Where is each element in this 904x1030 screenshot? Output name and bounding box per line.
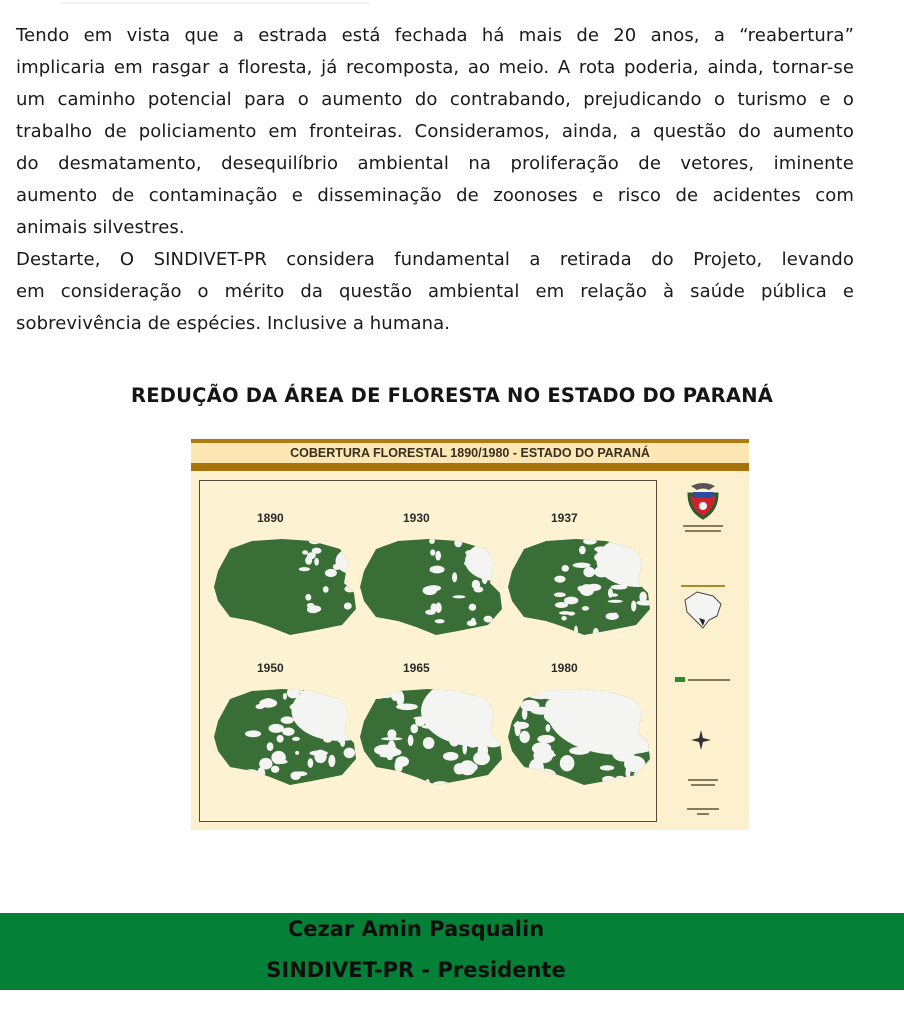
brazil-location-map-icon — [681, 585, 725, 628]
signer-role: SINDIVET-PR - Presidente — [266, 958, 566, 982]
compass-rose-icon — [691, 730, 711, 750]
paragraph-line: implicaria em rasgar a floresta, já recomposta, ao meio. A rota poderia, ainda, tornar-se — [16, 57, 854, 78]
url-note-mark — [687, 808, 719, 810]
signature-footer — [0, 913, 904, 990]
paragraph-line: Destarte, O SINDIVET-PR considera fundamental a retirada do Projeto, levando — [16, 249, 854, 270]
forest-map-1937 — [506, 531, 656, 643]
forest-map-1950 — [212, 681, 362, 793]
map-year-label: 1980 — [551, 661, 578, 675]
maps-panel — [199, 480, 657, 822]
map-year-label: 1937 — [551, 511, 578, 525]
state-outline — [214, 539, 356, 635]
paragraph-line: aumento de contaminação e disseminação de zoonoses e risco de acidentes com — [16, 185, 854, 206]
map-year-label: 1930 — [403, 511, 430, 525]
paragraph-line: sobrevivência de espécies. Inclusive a humana. — [16, 313, 451, 334]
source-note-mark — [691, 784, 715, 786]
figure-title: COBERTURA FLORESTAL 1890/1980 - ESTADO DO PARANÁ — [191, 443, 749, 463]
legend-swatch-icon — [675, 677, 730, 682]
url-note-mark — [697, 813, 709, 815]
paragraph-line: do desmatamento, desequilíbrio ambiental na proliferação de vetores, iminente — [16, 153, 854, 174]
map-year-label: 1950 — [257, 661, 284, 675]
parana-coat-of-arms-icon — [683, 483, 723, 532]
top-divider — [60, 2, 370, 4]
map-year-label: 1890 — [257, 511, 284, 525]
forest-map-1890 — [212, 531, 362, 643]
signer-name: Cezar Amin Pasqualin — [287, 917, 545, 941]
paragraph-line: trabalho de policiamento em fronteiras. Consideramos, ainda, a questão do aumento — [16, 121, 854, 142]
forest-map-1965 — [358, 681, 508, 793]
figure-title-underbar — [191, 463, 749, 471]
figure-side-panel — [663, 480, 743, 820]
paragraph-1 — [16, 20, 854, 244]
paragraph-line: um caminho potencial para o aumento do contrabando, prejudicando o turismo e o — [16, 89, 854, 110]
forest-cover-figure — [191, 439, 749, 830]
paragraph-line: Tendo em vista que a estrada está fechada há mais de 20 anos, a “reabertura” — [16, 25, 854, 46]
forest-map-1980 — [506, 681, 656, 793]
forest-map-1930 — [358, 531, 508, 643]
paragraph-line: animais silvestres. — [16, 217, 185, 238]
paragraph-2 — [16, 244, 854, 340]
section-heading: REDUÇÃO DA ÁREA DE FLORESTA NO ESTADO DO PARANÁ — [130, 384, 774, 407]
source-note-mark — [688, 779, 718, 781]
map-year-label: 1965 — [403, 661, 430, 675]
paragraph-line: em consideração o mérito da questão ambiental em relação à saúde pública e — [16, 281, 854, 302]
